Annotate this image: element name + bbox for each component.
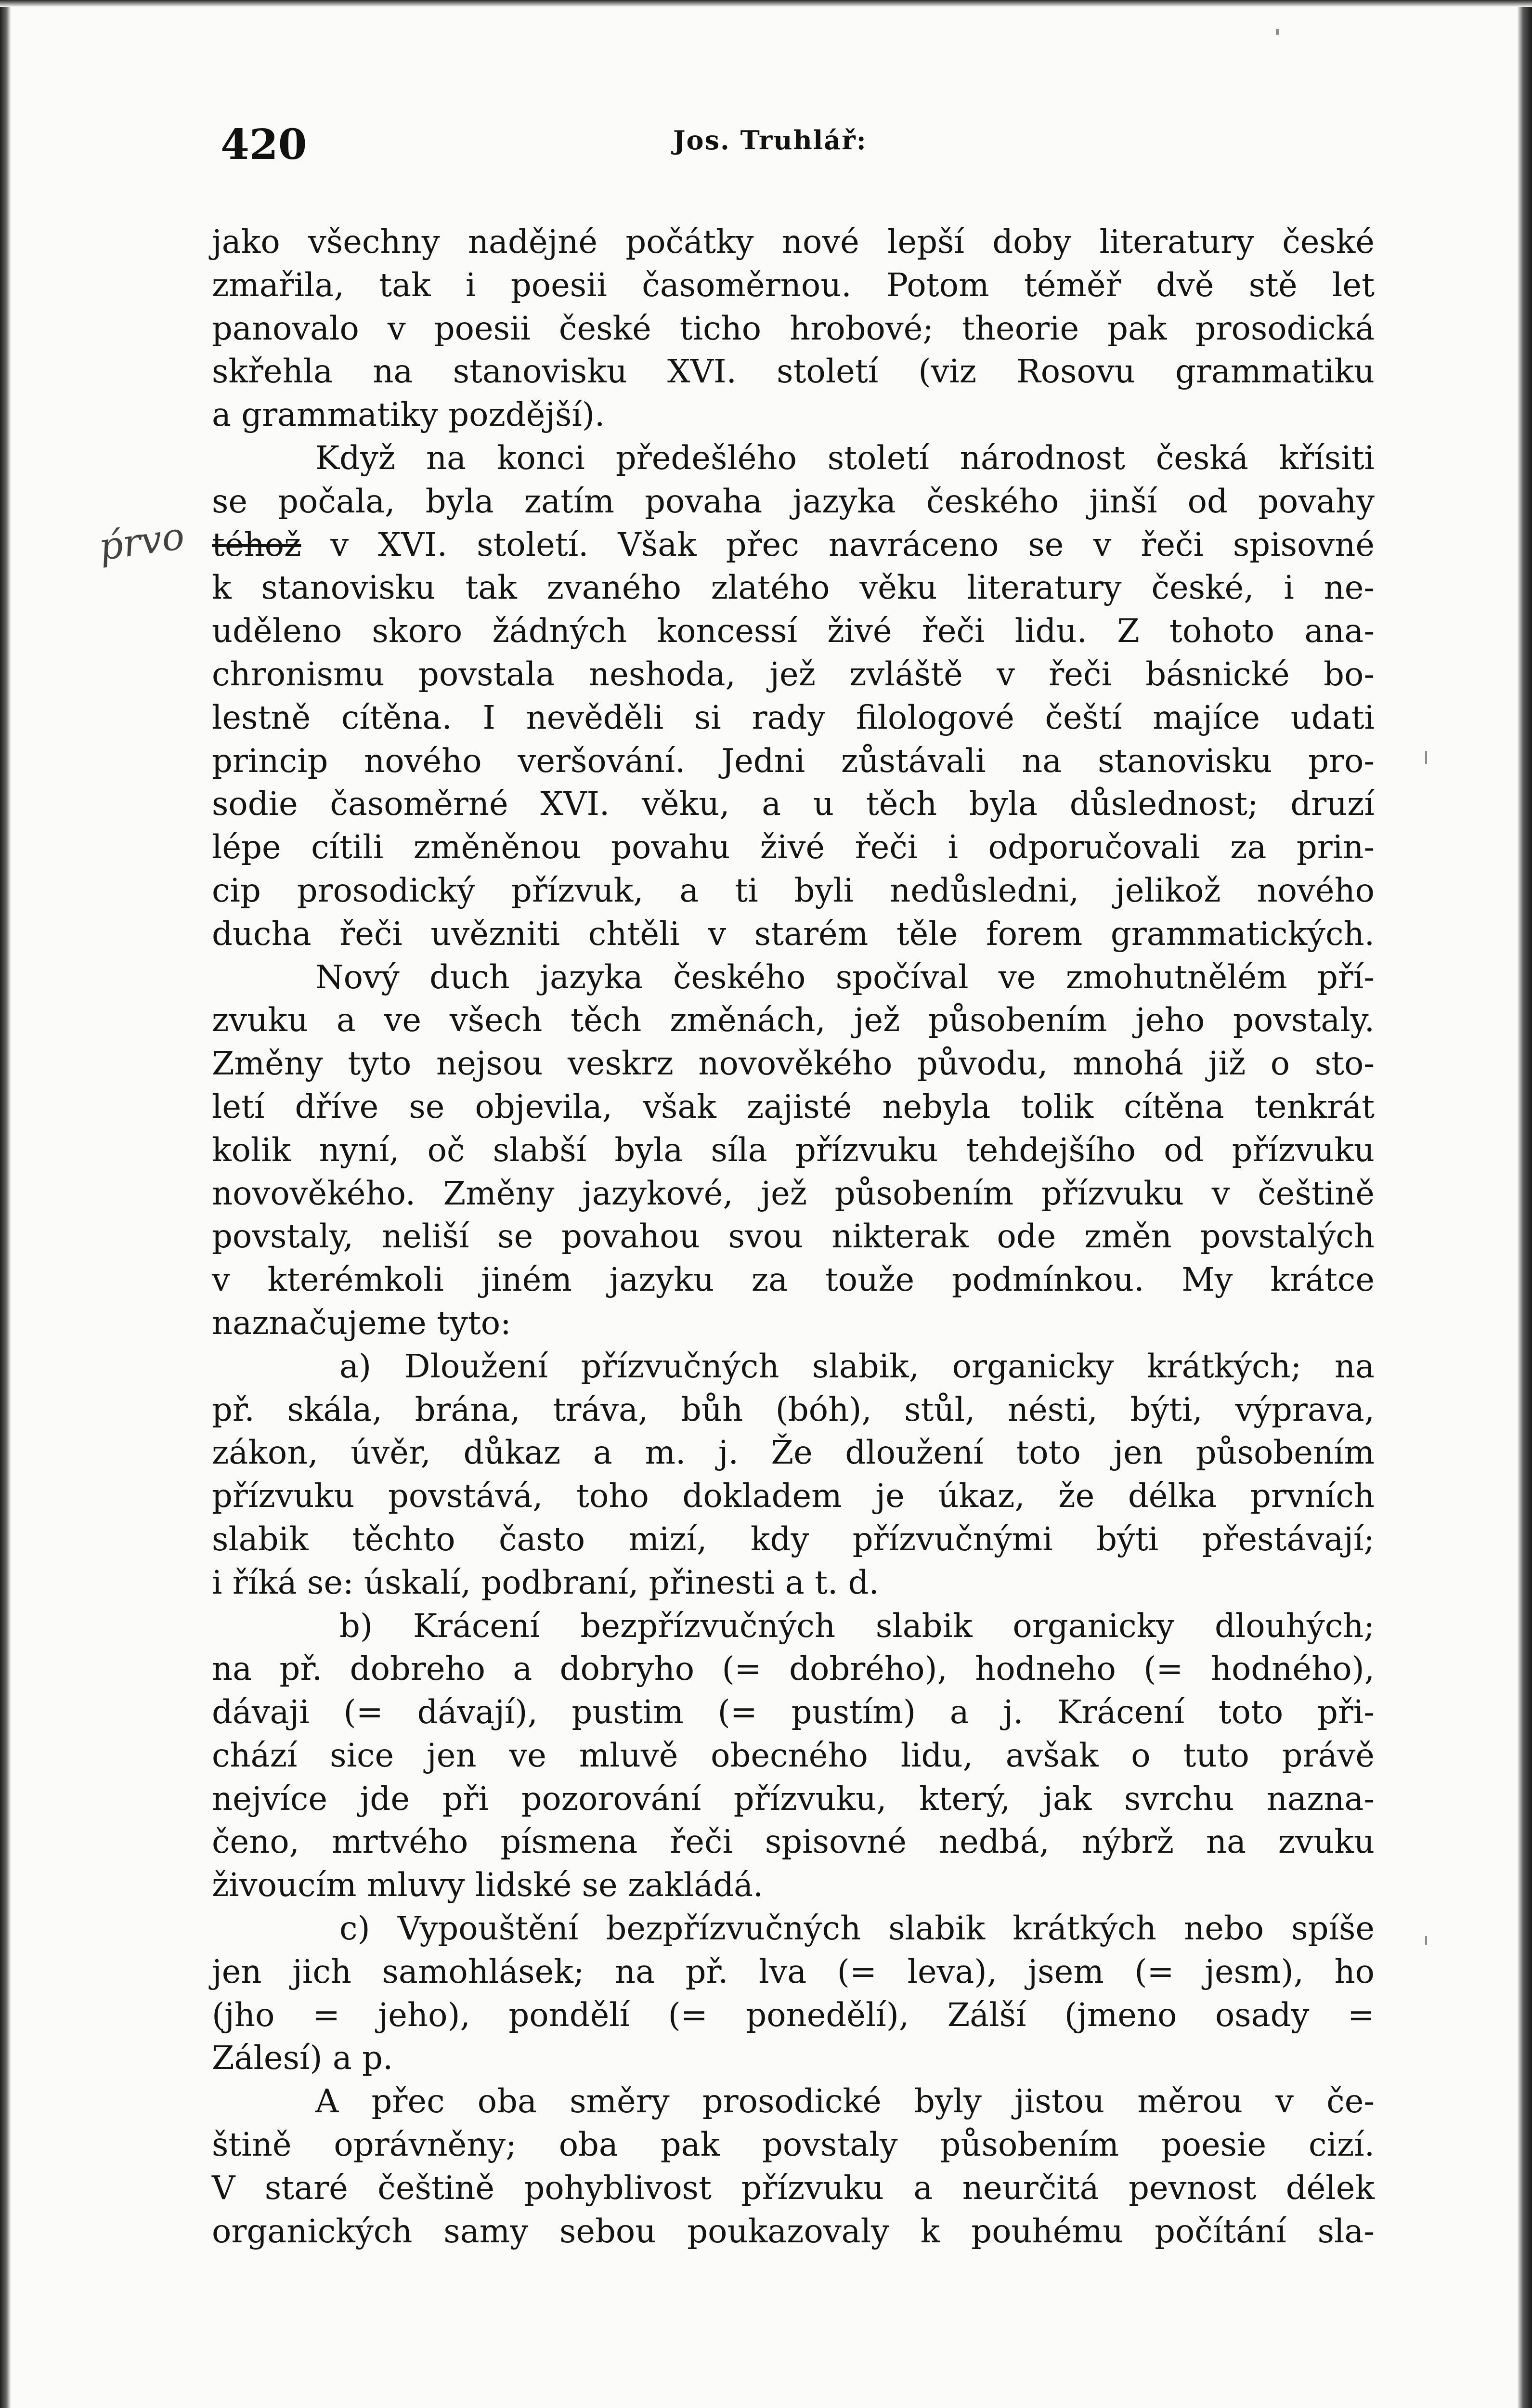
body-text xyxy=(212,221,1375,2253)
text-line: skřehla na stanovisku XVI. století (viz Rosovu grammatiku xyxy=(212,353,1375,391)
text-line-struck: téhož v XVI. století. Však přec navráceno se v řeči spisovné xyxy=(212,525,1375,563)
text-line: chází sice jen ve mluvě obecného lidu, avšak o tuto právě xyxy=(212,1736,1375,1774)
text-line: slabik těchto často mizí, kdy přízvučnými býti přestávají; xyxy=(212,1520,1375,1558)
text-line: organických samy sebou poukazovaly k pouhému počítání sla- xyxy=(212,2212,1375,2250)
text-line: dávaji (= dávají), pustim (= pustím) a j. Krácení toto při- xyxy=(212,1693,1375,1731)
text-line: povstaly, neliší se povahou svou nikterak ode změn povstalých xyxy=(212,1217,1375,1256)
text-line: panovalo v poesii české ticho hrobové; theorie pak prosodická xyxy=(212,309,1375,347)
text-line: lestně cítěna. I nevěděli si rady filologové čeští majíce udati xyxy=(212,698,1375,736)
running-head: Jos. Truhlář: xyxy=(673,125,867,156)
text-line: V staré češtině pohyblivost přízvuku a neurčitá pevnost délek xyxy=(212,2169,1375,2207)
text-line: Nový duch jazyka českého spočíval ve zmohutnělém pří- xyxy=(315,958,1375,996)
text-line: zákon, úvěr, důkaz a m. j. Že dloužení toto jen působením xyxy=(212,1434,1375,1472)
struck-word: téhož xyxy=(212,525,301,563)
text-line: čeno, mrtvého písmena řeči spisovné nedbá, nýbrž na zvuku xyxy=(212,1823,1375,1861)
text-line: lépe cítili změněnou povahu živé řeči i odporučovali za prin- xyxy=(212,828,1375,866)
text-line: jako všechny nadějné počátky nové lepší doby literatury české xyxy=(212,223,1375,261)
text-line: a grammatiky pozdější). xyxy=(212,396,605,434)
scan-edge-right xyxy=(1518,0,1532,2408)
text-line: a) Dloužení přízvučných slabik, organicky krátkých; na xyxy=(339,1347,1375,1385)
text-line: v kterémkoli jiném jazyku za touže podmínkou. My krátce xyxy=(212,1261,1375,1299)
text-line: se počala, byla zatím povaha jazyka českého jinší od povahy xyxy=(212,482,1375,520)
text-line: Když na konci předešlého století národnost česká křísiti xyxy=(315,439,1375,477)
text-line: př. skála, brána, tráva, bůh (bóh), stůl, nésti, býti, výprava, xyxy=(212,1390,1375,1428)
text-line: princip nového veršování. Jedni zůstávali na stanovisku pro- xyxy=(212,742,1375,780)
text-line: sodie časoměrné XVI. věku, a u těch byla důslednost; druzí xyxy=(212,785,1375,823)
text-line: uděleno skoro žádných koncessí živé řeči lidu. Z tohoto ana- xyxy=(212,612,1375,650)
text-line: ducha řeči uvězniti chtěli v starém těle forem grammatických. xyxy=(212,915,1375,953)
text-line: živoucím mluvy lidské se zakládá. xyxy=(212,1866,764,1904)
text-line: k stanovisku tak zvaného zlatého věku literatury české, i ne- xyxy=(212,569,1375,607)
text-line: nejvíce jde při pozorování přízvuku, který, jak svrchu nazna- xyxy=(212,1780,1375,1818)
scan-edge-left xyxy=(0,0,11,2408)
text-line: (jho = jeho), pondělí (= ponedělí), Zálší (jmeno osady = xyxy=(212,1996,1375,2034)
text-line: jen jich samohlásek; na př. lva (= leva), jsem (= jesm), ho xyxy=(212,1952,1375,1990)
text-line: štině oprávněny; oba pak povstaly působením poesie cizí. xyxy=(212,2126,1375,2164)
scan-speck xyxy=(1276,29,1279,35)
text-line: naznačujeme tyto: xyxy=(212,1304,511,1342)
text-line: kolik nyní, oč slabší byla síla přízvuku tehdejšího od přízvuku xyxy=(212,1131,1375,1169)
text-line: i říká se: úskalí, podbraní, přinesti a t. d. xyxy=(212,1563,879,1601)
text-line: na př. dobreho a dobryho (= dobrého), hodneho (= hodného), xyxy=(212,1650,1375,1688)
scan-speck xyxy=(1425,1936,1427,1945)
text-line: cip prosodický přízvuk, a ti byli nedůsledni, jelikož nového xyxy=(212,871,1375,909)
text-line: A přec oba směry prosodické byly jistou měrou v če- xyxy=(315,2082,1375,2120)
page-header xyxy=(221,115,1374,168)
text-line: letí dříve se objevila, však zajisté nebyla tolik cítěna tenkrát xyxy=(212,1087,1375,1125)
text-line: b) Krácení bezpřízvučných slabik organicky dlouhých; xyxy=(339,1607,1375,1645)
text-line: zvuku a ve všech těch změnách, jež působením jeho povstaly. xyxy=(212,1001,1375,1039)
text-line: zmařila, tak i poesii časoměrnou. Potom téměř dvě stě let xyxy=(212,266,1375,304)
page-number: 420 xyxy=(221,120,307,169)
handwritten-margin-note: ṕrvo xyxy=(96,514,187,569)
text-line: novověkého. Změny jazykové, jež působením přízvuku v češtině xyxy=(212,1174,1375,1212)
scan-edge-top xyxy=(0,0,1532,7)
text-line: c) Vypouštění bezpřízvučných slabik krátkých nebo spíše xyxy=(339,1910,1375,1948)
text-line: přízvuku povstává, toho dokladem je úkaz, že délka prvních xyxy=(212,1477,1375,1515)
text-line: Změny tyto nejsou veskrz novověkého původu, mnohá již o sto- xyxy=(212,1045,1375,1083)
scan-speck xyxy=(1425,751,1427,764)
text-line: chronismu povstala neshoda, jež zvláště v řeči básnické bo- xyxy=(212,655,1375,693)
text-line: Zálesí) a p. xyxy=(212,2039,393,2077)
